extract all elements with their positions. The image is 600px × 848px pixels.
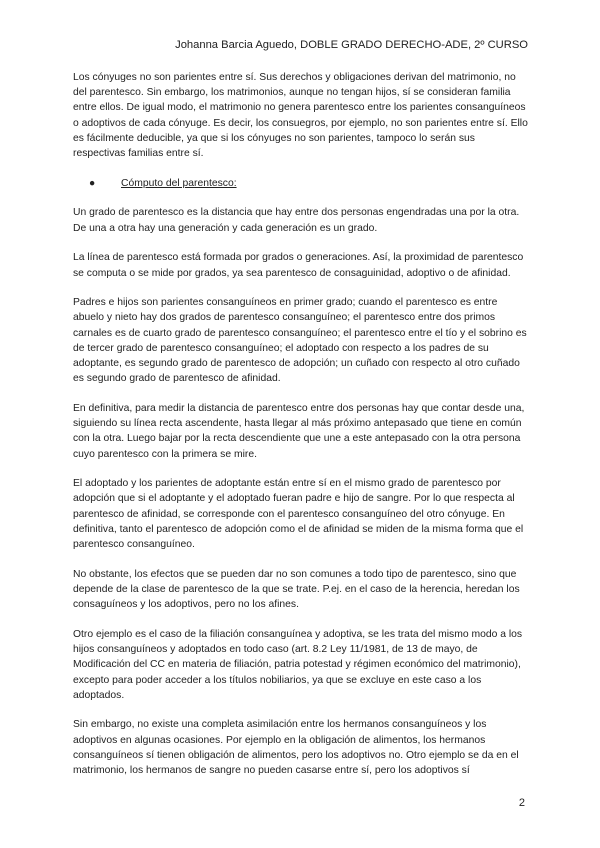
paragraph: En definitiva, para medir la distancia de parentesco entre dos personas hay que contar desde una, siguiendo su línea recta ascendente, hasta llegar al más próximo antepasado que tiene en común con la otra. Luego bajar por la recta descendiente que une a este antepasado con la otra persona cuyo parentesco con la primera se mire. [73,402,525,460]
paragraph: Los cónyuges no son parientes entre sí. Sus derechos y obligaciones derivan del matrimonio, no del parentesco. Sin embargo, los matrimonios, aunque no tengan hijos, sí se consideran familia entre ellos. De igual modo, el matrimonio no genera parentesco entre los parientes consanguíneos o adoptivos de cada cónyuge. Es decir, los consuegros, por ejemplo, no son parientes entre sí. Ello es fácilmente deducible, ya que si los cónyuges no son parientes, tampoco lo serán sus respectivas familias entre sí. [73,72,528,160]
paragraph: No obstante, los efectos que se pueden dar no son comunes a todo tipo de parentesco, sino que depende de la clase de parentesco de la que se trate. P.ej. en el caso de la herencia, heredan los consaguíneos y los adoptivos, pero no los afines. [73,568,520,611]
paragraph: Un grado de parentesco es la distancia que hay entre dos personas engendradas una por la otra. De una a otra hay una generación y cada generación es un grado. [73,207,520,234]
paragraph: El adoptado y los parientes de adoptante están entre sí en el mismo grado de parentesco por adopción que si el adoptante y el adoptado fueran padre e hijo de sangre. Por lo que respecta al parentesco de afinidad, se corresponde con el parentesco consanguíneo del otro cónyuge. En definitiva, tanto el parentesco de adopción como el de afinidad se miden de la misma forma que el parentesco consanguíneo. [73,478,524,551]
section-heading: Cómputo del parentesco: [121,177,237,189]
paragraph: Otro ejemplo es el caso de la filiación consanguínea y adoptiva, se les trata del mismo modo a los hijos consanguíneos y adoptados en todo caso (art. 8.2 Ley 11/1981, de 13 de mayo, de Modificación del CC en materia de filiación, patria potestad y régimen económico del matrimonio), excepto para poder acceder a los títulos nobiliarios, ya que se excluye en este caso a los adoptados. [73,628,523,701]
section-heading-bullet [73,176,529,191]
running-header: Johanna Barcia Aguedo, DOBLE GRADO DERECHO-ADE, 2º CURSO [175,39,528,51]
page-number: 2 [518,797,525,809]
document-body [73,70,529,793]
bullet-icon: ● [89,177,96,189]
paragraph: Sin embargo, no existe una completa asimilación entre los hermanos consanguíneos y los adoptivos en algunas ocasiones. Por ejemplo en la obligación de alimentos, los hermanos consanguíneos sí tienen obligación de alimentos, pero los adoptivos no. Otro ejemplo se da en el matrimonio, los hermanos de sangre no pueden casarse entre sí, pero los adoptivos sí [73,719,519,777]
paragraph: La línea de parentesco está formada por grados o generaciones. Así, la proximidad de parentesco se computa o se mide por grados, ya sea parentesco de consaguinidad, adoptivo o de afinidad. [73,252,524,279]
paragraph: Padres e hijos son parientes consanguíneos en primer grado; cuando el parentesco es entre abuelo y nieto hay dos grados de parentesco consanguíneo; el parentesco entre dos primos carnales es de cuarto grado de parentesco consanguíneo; el parentesco entre el tío y el sobrino es de tercer grado de parentesco consanguíneo; el adoptado con respecto a los padres de su adoptante, es segundo grado de parentesco de adopción; un cuñado con respecto al otro cuñado es segundo grado de parentesco de afinidad. [73,297,527,385]
